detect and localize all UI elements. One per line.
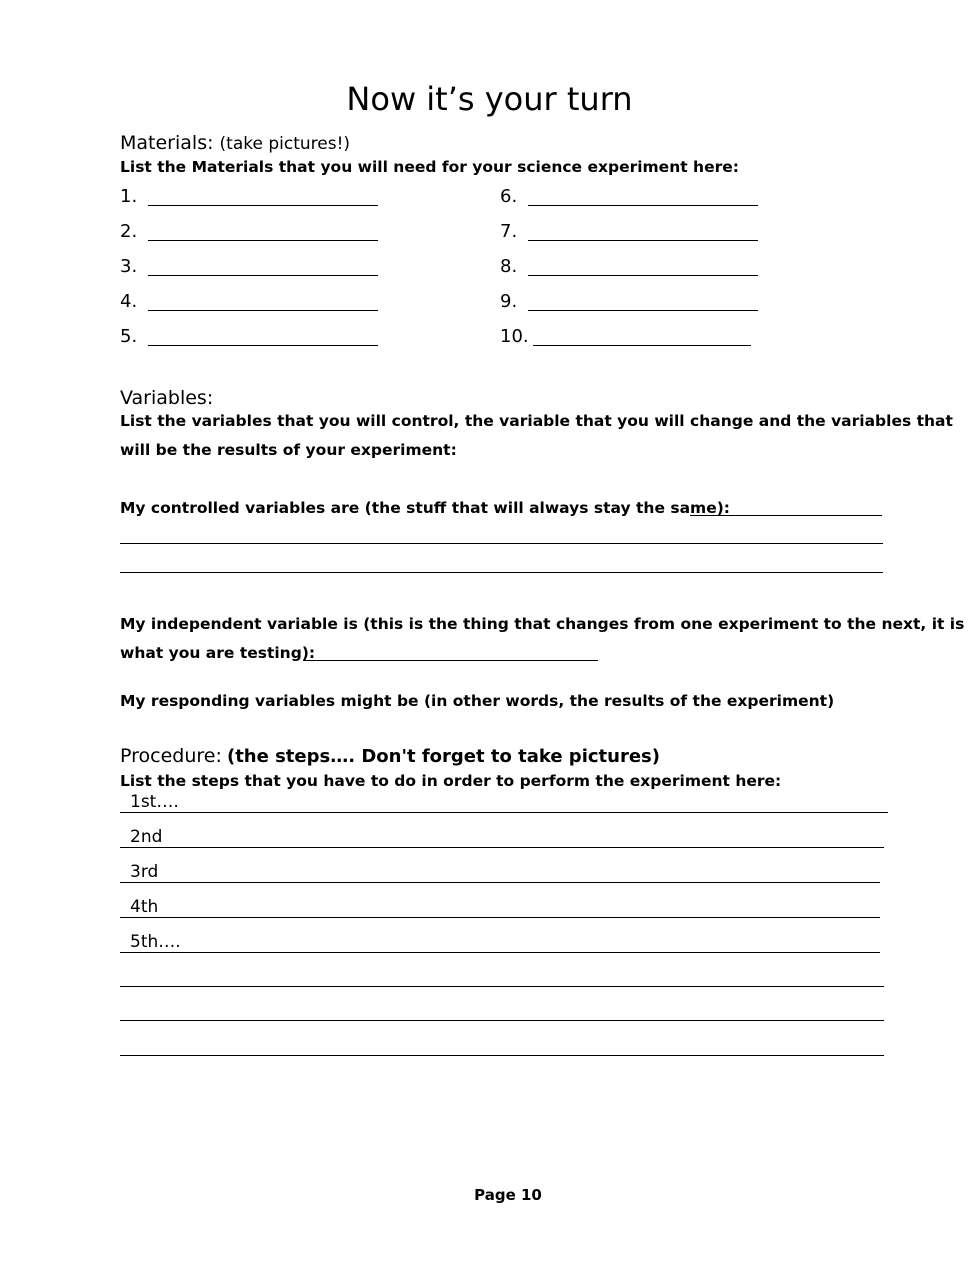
procedure-heading-note: (the steps…. Don't forget to take pictures) <box>226 746 660 767</box>
procedure-instruction: List the steps that you have to do in order to perform the experiment here: <box>120 772 782 790</box>
material-blank-4[interactable] <box>148 310 378 311</box>
procedure-step-label: 1st…. <box>130 792 179 812</box>
materials-heading-note: (take pictures!) <box>219 134 351 154</box>
procedure-step-line[interactable] <box>120 895 880 918</box>
material-blank-5[interactable] <box>148 345 378 346</box>
procedure-step-label: 3rd <box>130 862 159 882</box>
procedure-step-label: 4th <box>130 897 159 917</box>
procedure-blank-line[interactable] <box>120 1055 884 1056</box>
procedure-step-label: 2nd <box>130 827 163 847</box>
material-number: 9. <box>500 291 518 312</box>
material-blank-8[interactable] <box>528 275 758 276</box>
page-number: Page 10 <box>474 1186 542 1204</box>
material-number: 10. <box>500 326 529 347</box>
variables-instruction-line2: will be the results of your experiment: <box>120 441 457 459</box>
material-number: 6. <box>500 186 518 207</box>
materials-heading-label: Materials: <box>120 132 214 154</box>
procedure-heading-label: Procedure: <box>120 745 222 767</box>
controlled-variables-line[interactable] <box>120 572 883 573</box>
material-blank-9[interactable] <box>528 310 758 311</box>
material-blank-1[interactable] <box>148 205 378 206</box>
variables-instruction-line1: List the variables that you will control, the variable that you will change and the variables that <box>120 412 953 430</box>
procedure-step-line[interactable] <box>120 825 884 848</box>
page-title: Now it’s your turn <box>346 80 633 118</box>
material-number: 8. <box>500 256 518 277</box>
independent-variable-prompt-line1: My independent variable is (this is the thing that changes from one experiment to the next, it is <box>120 615 965 633</box>
material-number: 7. <box>500 221 518 242</box>
procedure-blank-line[interactable] <box>120 986 884 987</box>
procedure-blank-line[interactable] <box>120 1020 884 1021</box>
materials-instruction: List the Materials that you will need for your science experiment here: <box>120 158 739 176</box>
procedure-step-line[interactable] <box>120 860 880 883</box>
procedure-step-line[interactable] <box>120 790 888 813</box>
procedure-step-label: 5th…. <box>130 932 181 952</box>
material-number: 4. <box>120 291 138 312</box>
procedure-heading <box>120 745 660 767</box>
material-blank-10[interactable] <box>533 345 751 346</box>
independent-variable-blank[interactable] <box>303 660 598 661</box>
controlled-variables-line[interactable] <box>120 543 883 544</box>
material-number: 3. <box>120 256 138 277</box>
material-blank-3[interactable] <box>148 275 378 276</box>
material-blank-6[interactable] <box>528 205 758 206</box>
controlled-variables-prompt: My controlled variables are (the stuff that will always stay the same): <box>120 499 730 517</box>
responding-variables-prompt: My responding variables might be (in other words, the results of the experiment) <box>120 692 835 710</box>
material-number: 1. <box>120 186 138 207</box>
controlled-variables-blank[interactable] <box>690 515 882 516</box>
materials-heading <box>120 132 350 154</box>
procedure-step-line[interactable] <box>120 930 880 953</box>
material-blank-7[interactable] <box>528 240 758 241</box>
variables-heading: Variables: <box>120 387 214 409</box>
material-number: 5. <box>120 326 138 347</box>
material-number: 2. <box>120 221 138 242</box>
material-blank-2[interactable] <box>148 240 378 241</box>
independent-variable-prompt-line2: what you are testing): <box>120 644 316 662</box>
